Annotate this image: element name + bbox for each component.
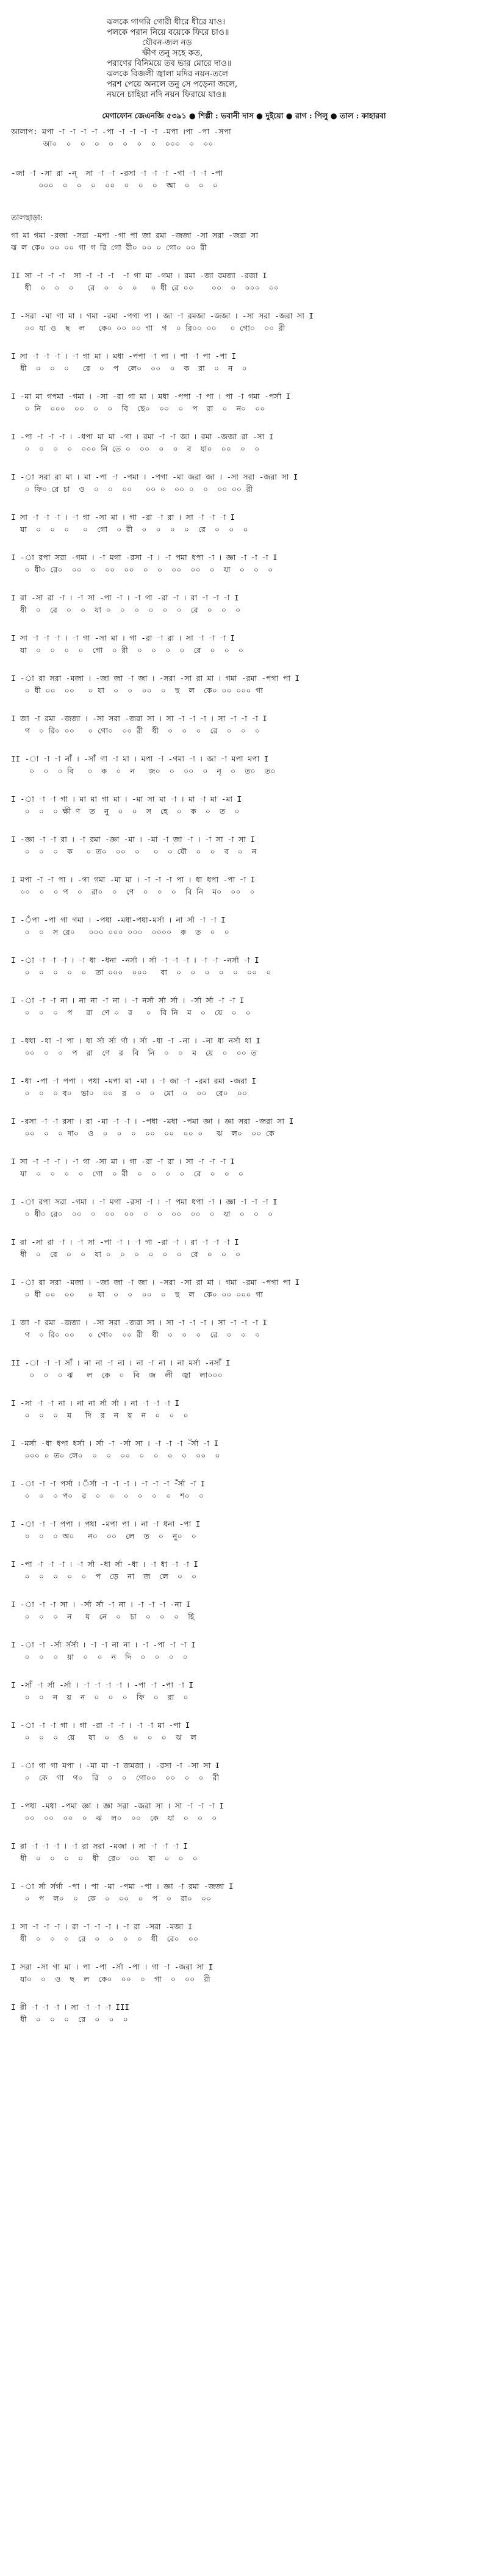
notation-swaras: II সা -া -া -া সা -া -া -া -া গা মা -গমা । রমা -জা রমজা -রজা I (11, 271, 267, 280)
notation-words: ০ নি ০০০ ০০ ০ ০ বি ছে০ ০০ ০ প রা ০ ন০ ০০ (11, 404, 265, 413)
notation-row (11, 1800, 477, 1840)
notation-row (11, 995, 477, 1035)
notation-row (11, 1639, 477, 1679)
notation-swaras: I রা -সা রা -া । -া সা -পা -া । -া গা -রা -া । রা -া -া -া I (11, 1237, 239, 1247)
notation-words: ০ ০ ০ প রা ণে ০ র ০ বি নি ম ০ য়ে ০ ০ (11, 1008, 251, 1017)
lyric-line: পলকে পরান নিয়ে বয়েকে ফিরে চাও॥ (107, 27, 229, 37)
notation-row (11, 471, 477, 511)
notation-words: ০ প ল০ ০ কে ০ ০০ ০ প ০ রা০ ০০ (11, 1894, 212, 1903)
notation-row (11, 126, 477, 167)
notation-row (11, 1518, 477, 1558)
notation-row (11, 1599, 477, 1639)
lyric-line: পরাণের বিনিময়ে তব ভার মোরে দাও॥ (107, 59, 232, 68)
notation-swaras: I -ধা -পা -া পপা । পধা -মপা মা -মা । -া জা -া -রমা রমা -জরা I (11, 1076, 256, 1085)
notation-row (11, 1397, 477, 1437)
tala-section-label: তালছাড়া: (11, 214, 43, 223)
notation-swaras: I -সরা -মা গা মা । গমা -রমা -পগা পা । জা -া রমজা -জজা । -সা সরা -জরা সা I (11, 311, 314, 320)
notation-rows (11, 126, 477, 2032)
lyric-line: যৌবন-জল নড় (142, 38, 192, 48)
notation-swaras: গা মা গমা -রজা -সরা -মপা -গা পা জা রমা -জজা -সা সরা -জরা সা (11, 231, 259, 240)
notation-swaras: I -পা -া -া -া । -ধপা মা মা -গা । রমা -া -া জা । রমা -জজা রা -সা I (11, 432, 274, 441)
notation-swaras: I -া রপা সরা -গমা । -া মগা -রসা -া । -া পমা ধপা -া । জ্ঞা -া -া -া I (11, 1197, 278, 1206)
notation-words: ০ ধী০ রে০ ০০ ০ ০০ ০০ ০ ০ ০০ ০০ ০ যা ০ ০ ০ (11, 1209, 273, 1218)
notation-swaras: I মপা -া -া পা । -গা গমা -মা মা । -া -া -া পা । ধা ধপা -পা -া I (11, 875, 256, 884)
notation-row (11, 1880, 477, 1921)
notation-row (11, 1760, 477, 1800)
notation-swaras: I -পা -া -া -া । -া র্সা -ধা র্সা -ধা । -া ধা -া -া I (11, 1560, 198, 1569)
notation-row (11, 270, 477, 310)
notation-words: ০০ ০ ০ প রা ণে র বি নি ০ ০ ম য়ে ০ ০০ ত (11, 1048, 257, 1057)
notation-swaras: I -া রপা সরা -গমা । -া মগা -রসা -া । -া পমা ধপা -া । জ্ঞা -া -া -া I (11, 553, 278, 562)
notation-words: আ০ ০ ০ ০ ০ ০ ০ ০ ০০০ ০ ০০ (11, 139, 214, 148)
notation-row (11, 167, 477, 209)
notation-words: ০ ০ ০ বি ০ ক ০ ন জ০ ০ ০০ ০ নৃ ০ ত০ ত০ (11, 766, 276, 775)
notation-words: ধী ০ ০ ০ রে ০ প লে০ ০০ ০ ক রা ০ ন ০ (11, 364, 247, 373)
notation-row (11, 793, 477, 833)
notation-words: ০ ০ ০ য়ে যা ০ ও ০ ০ ০ ঝ ল (11, 1733, 196, 1742)
notation-row (11, 350, 477, 390)
notation-row (11, 954, 477, 995)
notation-words: ০ কে গা গ০ রি ০ ০ গো০০ ০০ ০ ০ রী (11, 1773, 220, 1782)
notation-words: যা ০ ০ ০ ০ গো ০ রী ০ ০ ০ ০ রে ০ ০ ০ (11, 525, 248, 534)
notation-words: ০০ ০০ ০০ ০ ঝ ল০ ০০ কে যা ০ ০ ০ (11, 1813, 217, 1822)
notation-words: ধী ০ ০ ০ রে ০ ০ ০ ০ ধী রে ০০ ০০ ০ ০০০ ০০ (11, 283, 279, 292)
notation-words: ০০০ ০ ০ ০ ০০ ০ ০ ০ আ ০ ০ ০ (11, 181, 218, 190)
recording-info: মেগাফোন জেএনজি ৫৩৯১ ● শিল্পী : ভবানী দাস ● দুইয়ো ● রাগ : পিলু ● তাল : কাহারবা (102, 111, 386, 120)
notation-swaras: I -া -া -া গা । মা মা গা মা । -মা সা মা -া । মা -া মা -মা I (11, 794, 242, 804)
notation-swaras: I -সাঁ -া র্সা -র্সা । -া -া -া -া । -পা -া -পা -া I (11, 1680, 193, 1689)
notation-row (11, 1317, 477, 1357)
notation-swaras: I সা -া -া -া । -া গা -সা মা । গা -রা -া রা । সা -া -া -া I (11, 1157, 235, 1166)
notation-row (11, 1035, 477, 1075)
notation-row (11, 1196, 477, 1236)
notation-swaras: I জা -া রমা -জজা । -সা সরা -জরা সা । সা -া -া -া । সা -া -া -া I (11, 714, 267, 723)
notation-words: ০০ যা ও ছ ল কে০ ০০ ০০ গা গ ০ রি০০ ০০ ০ গো০ ০০ রী (11, 323, 285, 333)
notation-row (11, 511, 477, 552)
notation-swaras: II -া -া -া নাঁ । -সাঁ গা -া মা । মপা -া -গমা -া । জা -া মপা মপা I (11, 754, 269, 763)
notation-swaras: I -া -া -া পপা । পধা -মপা পা । না -া ধনা -পা I (11, 1519, 201, 1528)
notation-swaras: I -া -া -া গা । গা -রা -া -া । -া -া মা -পা I (11, 1721, 190, 1730)
notation-row (11, 390, 477, 431)
notation-row (11, 552, 477, 592)
notation-swaras: আলাপ: মপা -া -া -া -া -পা -া -া -া -া -মপা ।পা -পা -সপা (11, 127, 231, 136)
notation-row (11, 874, 477, 914)
notation-swaras: I সা -া -া -া । রা -া -া -া । -া রা -সরা -মজা I (11, 1922, 193, 1931)
notation-words: ০ ধী ০০ ০০ ০ যা ০ ০ ০০ ০ ছ ল কে০ ০০ ০০০ গা (11, 686, 263, 695)
notation-swaras: I -মা মা গপমা -গমা । -সা -রা গা মা । মধা -পপা -া পা । পা -া গমা -পর্সা I (11, 392, 291, 401)
notation-row (11, 1679, 477, 1719)
notation-row (11, 1075, 477, 1115)
notation-words: ধী ০ রে ০ ০ যা ০ ০ ০ ০ ০ ০ রে ০ ০ ০ (11, 1250, 241, 1259)
notation-swaras: I -া সরা রা মা । মা -পা -া -পমা । -পগা -মা জরা জা । -সা সরা -জরা সা I (11, 472, 298, 481)
notation-swaras: I সা -া -া -া । -া গা -সা মা । গা -রা -া রা । সা -া -া -া I (11, 633, 235, 642)
notation-row (11, 592, 477, 632)
notation-row (11, 1840, 477, 1880)
notation-row (11, 713, 477, 753)
notation-swaras: I -া রা সরা -মজা । -জা জা -া জা । -সরা -সা রা মা । গমা -রমা -পগা পা I (11, 1278, 300, 1287)
notation-words: ০ ০ ০ প০ র ০ ০ ০ ০ ০ ০ শ০ ০ (11, 1491, 204, 1500)
notation-swaras: I -া -া -া পর্সা । ঁর্সা -া -া -া । -া -া -া -ঁর্সা -া I (11, 1479, 206, 1488)
notation-row (11, 1236, 477, 1276)
notation-row (11, 1437, 477, 1478)
notation-words: ০ ০ স রে০ ০০০ ০০০ ০০০ ০০০০ ক ত ০ ০ (11, 927, 229, 937)
lyric-line: নয়নে চাহিয়া নদি নয়ন ফিরায়ে যাও॥ (107, 90, 226, 99)
notation-row (11, 1961, 477, 2001)
notation-swaras: I -ঁপা -পা গা গমা । -পধা -মধা-পধা-মর্সা । না র্সা -া -া I (11, 915, 226, 924)
notation-row (11, 1276, 477, 1317)
song-lyrics (64, 17, 424, 100)
notation-swaras: I -া -া -া -া । -া ধা -ধনা -নর্সা । র্সা -া -া -া । -া -া -নর্সা -া I (11, 955, 259, 965)
notation-words: গ ০ রি০ ০০ ০ গো০ ০০ রী ধী ০ ০ ০ রে ০ ০ ০ (11, 726, 260, 735)
notation-swaras: I সা -া -া -া । -া গা মা । মধা -পপা -া পা । পা -া পা -পা I (11, 351, 237, 361)
notation-swaras: I জা -া রমা -জজা । -সা সরা -জরা সা । সা -া -া -া । সা -া -া -া I (11, 1318, 267, 1327)
notation-words: ধী ০ ০ ০ রে ০ ০ ০ ০ ধী রে০ ০০ (11, 1934, 198, 1943)
notation-words: ০ ০ ০ য়া ০ ০ ন দি ০ ০ ০ ০ (11, 1652, 188, 1661)
notation-swaras: I রা -া -া -া । -া রা সরা -মজা । সা -া -া -া I (11, 1841, 188, 1851)
notation-row (11, 1719, 477, 1760)
notation-row (11, 914, 477, 954)
notation-row (11, 1478, 477, 1518)
notation-words: ধী ০ রে ০ ০ যা ০ ০ ০ ০ ০ ০ রে ০ ০ ০ (11, 605, 241, 614)
notation-swaras: I -পধা -মধা -পমা জ্ঞা । জ্ঞা সরা -জরা সা । সা -া -া -া I (11, 1801, 224, 1810)
notation-swaras: I সরা -সা গা মা । পা -পা -র্সা -পা । গা -া -জরা সা I (11, 1962, 214, 1971)
lyric-line: ঝলকে গাগরি গোরী ধীরে ধীরে যাও। (107, 17, 226, 27)
notation-words: ০ ০ ০ ন য় নে ০ চা ০ ০ ০ হি (11, 1612, 195, 1621)
notation-words: ০ ০ ০ ম দি র ন য় ন ০ ০ ০ (11, 1411, 188, 1420)
lyric-line: পরশ পেয়ে অনলে তনু সে পড়েনা জলে, (107, 79, 238, 89)
notation-swaras: I -জ্ঞা -া -া রা । -া রমা -জ্ঞা -মা । -মা -া জা -া । -া সা -া সা I (11, 835, 255, 844)
notation-swaras: I সা -া -া -া । -া গা -সা মা । গা -রা -া রা । সা -া -া -া I (11, 513, 235, 522)
notation-words: ০ ফি০ রে চা ও ০ ০ ০০ ০০ ০ ০০ ০ ০ ০০ ০০ রী (11, 484, 253, 494)
notation-words: ০০ ০ ০ প ০ রা০ ০ ণে ০ ০ ০ বি নি ম০ ০০ ০ (11, 887, 255, 896)
notation-row (11, 1558, 477, 1599)
notation-row (11, 833, 477, 874)
notation-swaras: I -া -া -া না । না না -া না । -া নর্সা র্সা র্সা । -র্সা র্সা -া -া I (11, 996, 245, 1005)
notation-row (11, 310, 477, 350)
notation-words: গ ০ রি০ ০০ ০ গো০ ০০ রী ধী ০ ০ ০ রে ০ ০ ০ (11, 1330, 260, 1339)
notation-words: ০ ০ ০ ০ ০০০ নি তে ০ ০০ ০ ০ ব যা০ ০০ ০ ০ (11, 444, 260, 453)
notation-swaras: I -া গা গা মপা । -মা মা -া জমজা । -রসা -া -সা সা I (11, 1761, 220, 1770)
notation-swaras: II -া -া -া সাঁ । না না -া না । না -া না । না মর্সা -নসাঁ I (11, 1358, 231, 1367)
notation-swaras: I রা -সা রা -া । -া সা -পা -া । -া গা -রা -া । রা -া -া -া I (11, 593, 239, 602)
notation-words: ০ ০ ০ ব০ ভা০ ০০ র ০ ০ মো ০ ০০ রে০ ০০ (11, 1088, 247, 1098)
notation-row (11, 1156, 477, 1196)
notation-words: ০ ০ ০ ০ ০ তা ০০০ ০০০ বা ০ ০ ০ ০ ০ ০০ ০ (11, 968, 271, 977)
notation-swaras: I -া -া -া সা । -র্সা র্সা -া না । -া -া -া -না I (11, 1600, 191, 1609)
notation-swaras: I -রসা -া -া রসা । রা -মা -া -া । -পধা -মধা -পমা জ্ঞা । জ্ঞা সরা -জরা সা I (11, 1117, 294, 1126)
notation-row (11, 753, 477, 793)
notation-words: ০ ০ ন য় ন ০ ০ ০ ফি ০ রা ০ (11, 1693, 188, 1702)
notation-row (11, 672, 477, 713)
notation-words: যা ০ ০ ০ ০ গো ০ রী ০ ০ ০ ০ রে ০ ০ ০ (11, 646, 243, 655)
notation-swaras: I -া -া -র্সা র্সর্সা । -া -া না না । -া -পা -া -া I (11, 1640, 196, 1649)
notation-words: ঝ ল কে০ ০০ ০০ গা গ রি গো রী০ ০০ ০ গো০ ০০ রী (11, 243, 207, 252)
notation-swaras: I -সা -া -া না । না না র্সা র্সা । না -া -া -া I (11, 1398, 179, 1408)
notation-row (11, 1357, 477, 1397)
notation-swaras: I -মর্সা -ধা ধপা ধর্সা । র্সা -া -র্সা সা । -া -া -া -ঁর্সা -া I (11, 1439, 219, 1448)
notation-row (11, 1115, 477, 1156)
lyric-line: ক্ষীণ তনু সহে কত, (142, 48, 203, 58)
notation-row (11, 2001, 477, 2032)
notation-words: ধী ০ ০ ০ রে ০ ০ ০ (11, 2015, 128, 2024)
notation-words: ধী ০ ০ ০ ০ ধী রে০ ০০ যা ০ ০ ০ (11, 1854, 198, 1863)
notation-words: ০ ধী ০০ ০০ ০ যা ০ ০ ০০ ০ ছ ল কে০ ০০ ০০০ গা (11, 1290, 263, 1299)
notation-words: যা০ ০ ও ছ ল কে০ ০০ ০ গা ০ ০০ রী (11, 1974, 210, 1984)
notation-swaras: I -ধধা -ধা -া পা । ধা র্সা র্সা র্গা । র্সা -ধা -া -না । -না ধা নর্সা ধা I (11, 1036, 261, 1045)
notation-row (11, 229, 477, 270)
notation-row (11, 431, 477, 471)
notation-swaras: I রী -া -া -া । সা -া -া -া III (11, 2002, 129, 2012)
notation-words: ০ ০ ০ ক ০ ত০ ০০ ০ ০ ০ যৌ ০ ০ ব ০ ন (11, 847, 257, 856)
notation-words: যা ০ ০ ০ ০ গো ০ রী ০ ০ ০ ০ রে ০ ০ ০ (11, 1169, 243, 1178)
notation-swaras: I -া র্সা র্সর্গা -পা । পা -মা -পমা -পা । জ্ঞা -া রমা -জজা I (11, 1882, 234, 1891)
notation-row (11, 1921, 477, 1961)
notation-words: ০ ০ ০ ০ ০ প ড়ে না জ লে ০ ০ (11, 1572, 197, 1581)
notation-words: ০০০ ০ ত০ লে০ ০ ০ ০০ ০ ০ ০ ০ ০০ ০ (11, 1451, 220, 1460)
notation-words: ০ ০ ০ ঝ ল কে ০ বি জ লী জ্বা লা০০০ (11, 1370, 223, 1380)
notation-swaras: -জা -া -সা রা -ন্ সা -া -া -রসা -া -া -া -গা -া -া -পা (11, 168, 223, 178)
notation-words: ০০ ০ ০ দা০ ও ০ ০ ০ ০০ ০০ ০০ ০ ঝ ল০ ০০ কে (11, 1129, 274, 1138)
notation-words: ০ ০ ০ ক্ষী ণ ত নু ০ ০ স হে ০ ক ০ ত ০ (11, 807, 240, 816)
notation-row (11, 632, 477, 672)
notation-swaras: I -া রা সরা -মজা । -জা জা -া জা । -সরা -সা রা মা । গমা -রমা -পগা পা I (11, 674, 300, 683)
notation-words: ০ ধী০ রে০ ০০ ০ ০০ ০০ ০ ০ ০০ ০০ ০ যা ০ ০ ০ (11, 565, 273, 574)
notation-words: ০ ০ ০ অ০ ন০ ০০ লে ত ০ নু০ ০ (11, 1531, 196, 1541)
lyric-line: ঝলকে বিজলী জ্বালা মদির নয়ন-তলে (107, 69, 228, 79)
